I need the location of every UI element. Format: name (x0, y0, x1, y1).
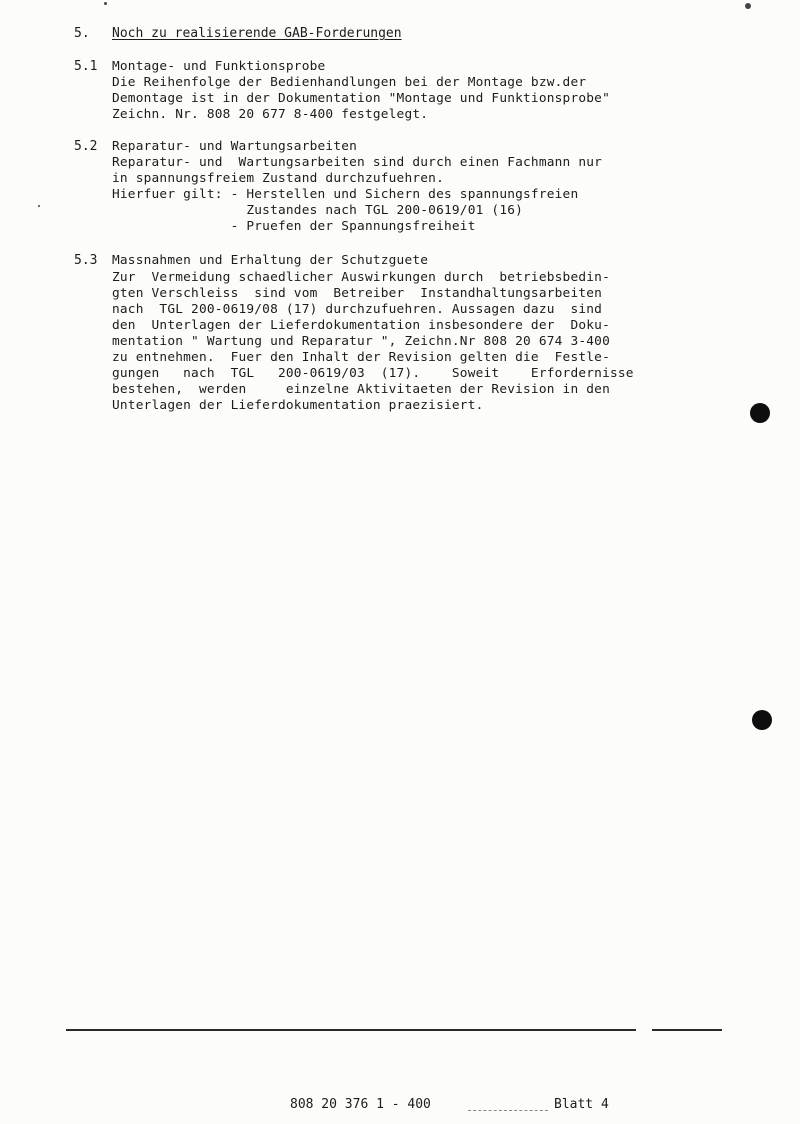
paragraph-line: Unterlagen der Lieferdokumentation praezisiert. (112, 398, 484, 413)
paragraph-line: nach TGL 200-0619/08 (17) durchzufuehren. Aussagen dazu sind (112, 302, 603, 317)
paragraph-line: mentation " Wartung und Reparatur ", Zeichn.Nr 808 20 674 3-400 (112, 334, 610, 349)
scan-speck (104, 2, 107, 5)
section-title: Noch zu realisierende GAB-Forderungen (112, 26, 402, 41)
subsection-number: 5.3 (74, 253, 98, 268)
paragraph-line: zu entnehmen. Fuer den Inhalt der Revision gelten die Festle- (112, 350, 610, 365)
paragraph-line: den Unterlagen der Lieferdokumentation insbesondere der Doku- (112, 318, 610, 333)
sheet-number: Blatt 4 (554, 1097, 609, 1112)
paragraph-line: Zur Vermeidung schaedlicher Auswirkungen durch betriebsbedin- (112, 270, 610, 285)
footer-dotted-leader (468, 1110, 548, 1111)
paragraph-line: Demontage ist in der Dokumentation "Montage und Funktionsprobe" (112, 91, 610, 106)
subsection-number: 5.2 (74, 139, 98, 154)
paragraph-line: Die Reihenfolge der Bedienhandlungen bei der Montage bzw.der (112, 75, 587, 90)
footer-rule (66, 1029, 636, 1031)
paragraph-line: - Pruefen der Spannungsfreiheit (112, 219, 476, 234)
subsection-title: Montage- und Funktionsprobe (112, 59, 326, 74)
footer-rule (652, 1029, 722, 1031)
document-number: 808 20 376 1 - 400 (290, 1097, 431, 1112)
paragraph-line: gten Verschleiss sind vom Betreiber Instandhaltungsarbeiten (112, 286, 603, 301)
paragraph-line: Hierfuer gilt: - Herstellen und Sichern des spannungsfreien (112, 187, 579, 202)
paragraph-line: Zustandes nach TGL 200-0619/01 (16) (112, 203, 524, 218)
subsection-number: 5.1 (74, 59, 98, 74)
subsection-title: Massnahmen und Erhaltung der Schutzguete (112, 253, 429, 268)
paragraph-line: Reparatur- und Wartungsarbeiten sind durch einen Fachmann nur (112, 155, 603, 170)
paragraph-line: gungen nach TGL 200-0619/03 (17). Soweit Erfordernisse (112, 366, 634, 381)
paragraph-line: Zeichn. Nr. 808 20 677 8-400 festgelegt. (112, 107, 429, 122)
paragraph-line: in spannungsfreiem Zustand durchzufuehren. (112, 171, 444, 186)
scan-speck (38, 205, 40, 207)
subsection-title: Reparatur- und Wartungsarbeiten (112, 139, 358, 154)
scan-speck (745, 3, 751, 9)
paragraph-line: bestehen, werden einzelne Aktivitaeten der Revision in den (112, 382, 610, 397)
punch-hole (750, 403, 770, 423)
section-number: 5. (74, 26, 90, 41)
punch-hole (752, 710, 772, 730)
